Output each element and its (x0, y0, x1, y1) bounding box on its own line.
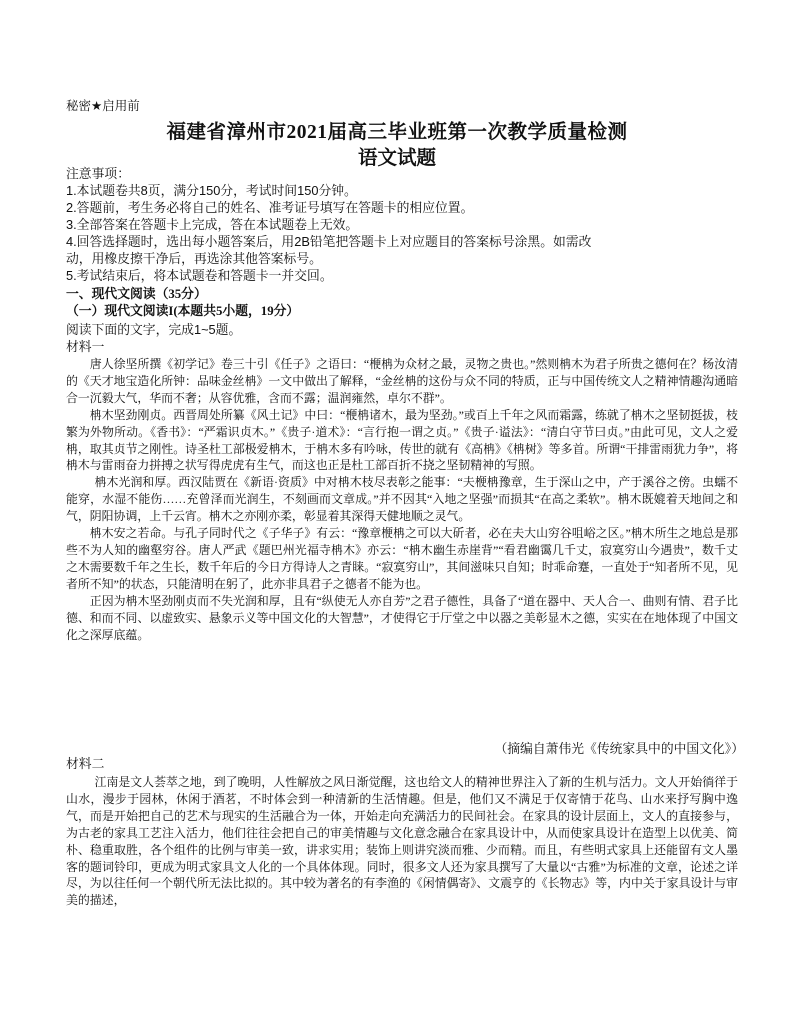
notes-heading: 注意事项： (66, 166, 130, 181)
paragraph: 柟木光润和厚。西汉陆贾在《新语·资质》中对柟木枝尽表彰之能事：“夫楩柟豫章，生于深山之中，产于溪谷之傍。虫蠕不能穿，水湿不能伤……充曾泽而光润生，不刻画而文章成。”并不因其“入地之坚强”而损其“在高之柔软”。柟木既媲着天地间之和气，阴阳协调，上千云宵。柟木之亦刚亦柔，彰显着其深得天健地顺之灵气。 (66, 475, 738, 524)
part-heading: 一、现代文阅读（35分） (66, 287, 207, 301)
note-item: 1.本试题卷共8页，满分150分，考试时间150分钟。 (66, 183, 357, 198)
note-item: 5.考试结束后，将本试题卷和答题卡一并交回。 (66, 268, 333, 283)
part-subheading: （一）现代文阅读I(本题共5小题，19分） (66, 304, 300, 318)
note-item: 3.全部答案在答题卡上完成，答在本试题卷上无效。 (66, 217, 359, 232)
paragraph: 柟木安之若命。与孔子同时代之《子华子》有云：“豫章楩柟之可以大斫者，必在夫大山穷谷咀峪之区。”柟木所生之地总是那些不为人知的幽壑穷谷。唐人严武《题巴州光福寺柟木》亦云：“柟木幽生赤崖背”“看君幽霭几千丈，寂寞穷山今遇贵”，数千丈之木需要数千年之生长，数千年后的今日方得诗人之青睐。“寂寞穷山”，其间滋味只自知；时乖命蹇，一直处于“知者所不见，见者所不知”的状态，只能清明在躬了，此亦非具君子之德者不能为也。 (66, 526, 738, 591)
note-item: 4.回答选择题时，选出每小题答案后，用2B铅笔把答题卡上对应题目的答案标号涂黑。如需改 (66, 234, 592, 249)
material2-text (66, 774, 738, 909)
note-item: 2.答题前，考生务必将自己的姓名、准考证号填写在答题卡的相应位置。 (66, 200, 474, 215)
note-item: 动，用橡皮擦干净后，再选涂其他答案标号。 (66, 251, 322, 266)
material1-text (66, 356, 738, 643)
reading-instruction: 阅读下面的文字，完成1~5题。 (66, 322, 242, 337)
source-citation: （摘编自萧伟光《传统家具中的中国文化》） (494, 742, 744, 756)
material-label: 材料一 (66, 339, 105, 354)
paragraph: 江南是文人荟萃之地，到了晚明，人性解放之风日渐觉醒，这也给文人的精神世界注入了新的生机与活力。文人开始徜徉于山水，漫步于园林，休闲于酒茗，不时体会到一种清新的生活情趣。但是，他们又不满足于仅寄情于花鸟、山水来抒写胸中逸气，而是开始把自己的艺术与现实的生活融合为一体，开始走向充满活力的民间社会。在家具的设计层面上，文人的直接参与，为古老的家具工艺注入活力，他们往往会把自己的审美情趣与文化意念融合在家具设计中，从而使家具设计在造型上以优美、简朴、稳重取胜，各个组件的比例与审美一致，讲求实用；装饰上则讲究淡而雅、少而精。而且，有些明式家具上还能留有文人墨客的题词铃印，更成为明式家具文人化的一个具体体现。同时，很多文人还为家具撰写了大量以“古雅”为标准的文章，论述之详尽，为以往任何一个朝代所无法比拟的。其中较为著名的有李渔的《闲情偶寄》、文震亨的《长物志》等，内中关于家具设计与审美的描述， (66, 775, 738, 908)
material-label: 材料二 (66, 756, 105, 771)
exam-title: 福建省漳州市2021届高三毕业班第一次教学质量检测 (166, 122, 628, 143)
paragraph: 正因为柟木坚劲刚贞而不失光润和厚，且有“纵使无人亦自芳”之君子德性，具备了“道在器中、天人合一、曲则有情、君子比德、和而不同、以虚致实、悬象示义等中国文化的大智慧”，才使得它于厅堂之中以器之美彰显木之德，实实在在地体现了中国文化之深厚底蕴。 (66, 593, 738, 642)
paragraph: 柟木坚劲刚贞。西晋周处所纂《风土记》中曰：“楩柟诸木，最为坚劲。”或百上千年之风而霜露，练就了柟木之坚韧挺拔，枝繁为外物所动。《香书》：“严霜识贞木。”《贵子·道术》：“言行抱一谓之贞。”《贵子·谥法》：“清白守节曰贞。”由此可见，文人之爱柟，取其贞节之刚性。诗圣杜工部极爱柟木，于柟木多有吟咏，传世的就有《高柟》《柟树》等多首。所谓“干排雷雨犹力争”，将柟木与雷雨奋力拼搏之状写得虎虎有生气，而这也正是杜工部百折不挠之坚韧精神的写照。 (66, 407, 738, 473)
secret-label: 秘密★启用前 (66, 99, 140, 113)
paragraph: 唐人徐坚所撰《初学记》卷三十引《任子》之语曰：“楩柟为众材之最，灵物之贵也。”然则柟木为君子所贵之德何在？杨汝清的《天才地宝造化所钟：品味金丝柟》一文中做出了解释，“金丝柟的这份与众不同的特质，正与中国传统文人之精神情趣沟通暗合一沉毅大气，华而不奢；从容优雅，含而不露；温润雍然，卓尔不群”。 (66, 357, 738, 405)
exam-subtitle: 语文试题 (357, 148, 436, 169)
